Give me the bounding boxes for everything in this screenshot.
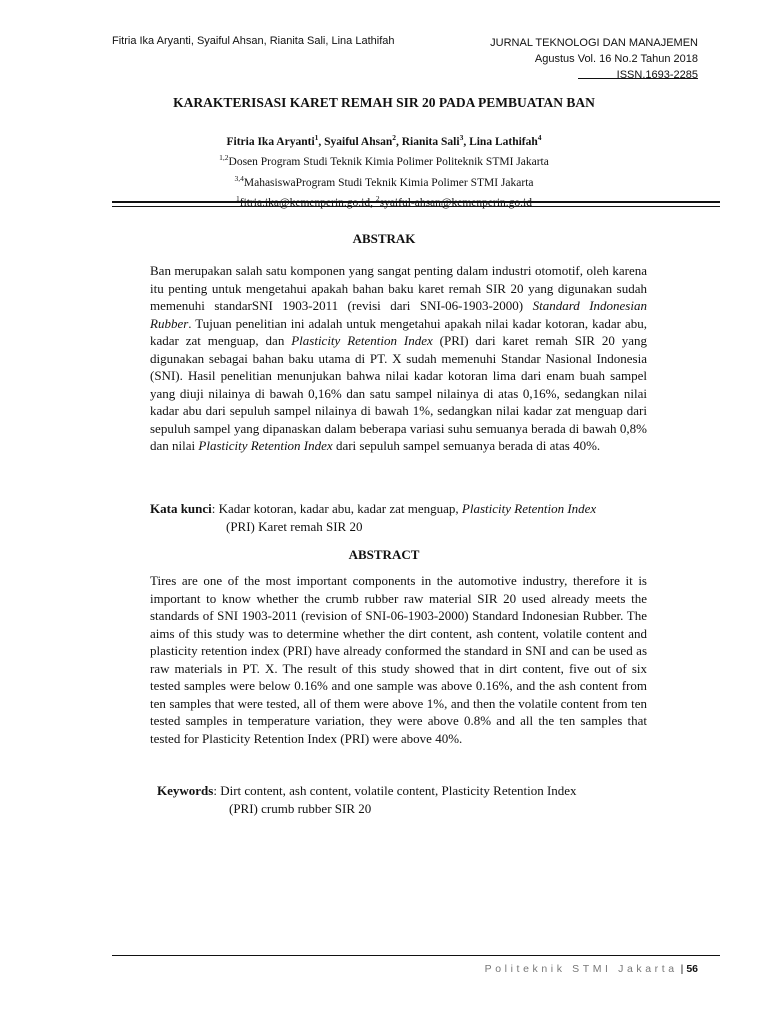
keywords-label: Keywords bbox=[157, 783, 214, 798]
abstract-heading: ABSTRACT bbox=[348, 547, 420, 562]
abstrak-heading: ABSTRAK bbox=[352, 231, 416, 246]
issn-underline bbox=[578, 78, 698, 79]
footer-rule bbox=[112, 955, 720, 956]
author-3: Rianita Sali bbox=[401, 135, 460, 148]
journal-issue: Agustus Vol. 16 No.2 Tahun 2018 bbox=[534, 53, 698, 65]
keywords: Keywords: Dirt content, ash content, volatile content, Plasticity Retention Index (PRI) crumb rubber SIR 20 bbox=[157, 783, 577, 816]
footer-separator: | bbox=[680, 963, 684, 975]
paper-title: KARAKTERISASI KARET REMAH SIR 20 PADA PEMBUATAN BAN bbox=[173, 95, 595, 110]
kata-kunci: Kata kunci: Kadar kotoran, kadar abu, kadar zat menguap, Plasticity Retention Index (PRI) Karet remah SIR 20 bbox=[150, 501, 597, 534]
journal-name: JURNAL TEKNOLOGI DAN MANAJEMEN bbox=[490, 37, 698, 49]
affiliation-2: $^{3,4}$MahasiswaProgram Studi Teknik Kimia Polimer STMI Jakarta bbox=[234, 173, 534, 189]
page-footer bbox=[485, 963, 698, 975]
running-header-journal bbox=[490, 35, 698, 83]
kata-kunci-label: Kata kunci bbox=[150, 501, 212, 516]
header-thick-rule bbox=[112, 201, 720, 203]
author-1: Fitria Ika Aryanti bbox=[226, 135, 315, 148]
author-names: Fitria Ika Aryanti$^1$, Syaiful Ahsan$^2$, Rianita Sali$^3$, Lina Lathifah$^4$ bbox=[226, 133, 542, 148]
running-header-authors: Fitria Ika Aryanti, Syaiful Ahsan, Rianita Sali, Lina Lathifah bbox=[112, 35, 395, 47]
author-emails: $^1$fitria.ika@kemenperin.go.id, $^2$syaiful-ahsan@kemenperin.go.id bbox=[236, 193, 532, 209]
journal-issn: ISSN.1693-2285 bbox=[616, 69, 698, 81]
footer-institution: Politeknik STMI Jakarta bbox=[484, 963, 678, 975]
author-4: Lina Lathifah bbox=[469, 135, 538, 148]
abstrak-body: Ban merupakan salah satu komponen yang sangat penting dalam industri otomotif, oleh karena itu penting untuk mengetahui apakah bahan baku karet remah SIR 20 yang digunakan sudah memenuhi standarSNI 1903-2011 (revisi dari SNI-06-1903-2000) Standard Indonesian Rubber. Tujuan penelitian ini adalah untuk mengetahui apakah nilai kadar kotoran, kadar abu, kadar zat menguap, dan Plasticity Retention Index (PRI) dari karet remah SIR 20 yang digunakan sebagai bahan baku utama di PT. X sudah memenuhi Standar Nasional Indonesia (SNI). Hasil penelitian menunjukan bahwa nilai kadar kotoran lima dari enam buah sampel yang diuji nilainya di bawah 0,16% dan satu sampel nilainya di atas 0,16%, sedangkan nilai kadar abu dari sepuluh sampel nilainya di bawah 1%, sedangkan nilai kadar zat menguap dari sepuluh sampel yang dipanaskan dalam beberapa variasi suhu semuanya berada di bawah 0,8% dan nilai Plasticity Retention Index dari sepuluh sampel semuanya berada di atas 40%. bbox=[150, 263, 647, 453]
author-block bbox=[0, 130, 768, 211]
affiliation-1: $^{1,2}$Dosen Program Studi Teknik Kimia Polimer Politeknik STMI Jakarta bbox=[219, 153, 549, 169]
author-2: Syaiful Ahsan bbox=[324, 135, 393, 148]
page-number: 56 bbox=[686, 963, 698, 975]
abstract-body: Tires are one of the most important components in the automotive industry, therefore it is important to know whether the crumb rubber raw material SIR 20 used already meets the standards of SNI 1903-2011 (revision of SNI-06-1903-2000) Standard Indonesian Rubber. The aims of this study was to determine whether the dirt content, ash content, volatile content and plasticity retention index (PRI) have already conformed the standard in SNI and can be used as raw materials in PT. X. The result of this study showed that in dirt content, five out of six tested samples were below 0.16% and one sample was above 0.16%, and the ash content from ten samples that were tested, all of them were above 1%, and then the volatile content from ten tested samples in temperature variation, they were above 0.8% and all the ten samples that tested for Plasticity Retention Index (PRI) were above 40%. bbox=[150, 573, 647, 746]
header-thin-rule bbox=[112, 206, 720, 207]
